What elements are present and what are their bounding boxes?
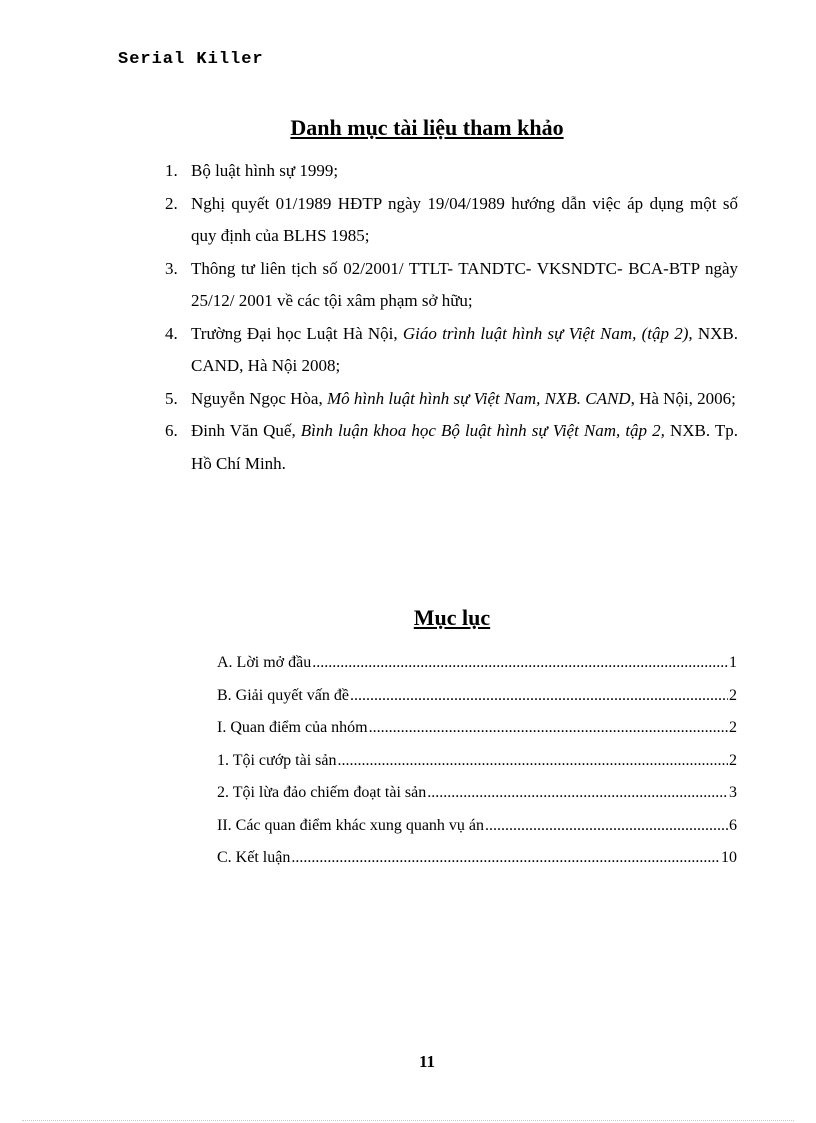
toc-entry[interactable] [217, 745, 737, 778]
reference-work-title: Bình luận khoa học Bộ luật hình sự Việt Nam, tập 2, [300, 421, 665, 440]
toc-entry[interactable] [217, 810, 737, 843]
toc-entry-label: 1. Tội cướp tài sản [217, 751, 337, 769]
toc-entry[interactable] [217, 777, 737, 810]
toc-entry-page: 3 [729, 784, 737, 802]
toc-entry-page: 1 [729, 654, 737, 672]
page-number: 11 [418, 1052, 436, 1071]
running-header: Serial Killer [118, 50, 264, 69]
references-list [165, 155, 738, 480]
reference-author: Đinh Văn Quế, [191, 421, 301, 440]
reference-work-title: Mô hình luật hình sự Việt Nam, NXB. CAND [326, 388, 631, 408]
toc-entry-label: C. Kết luận [217, 849, 291, 867]
toc-entry-page: 2 [729, 751, 737, 769]
toc-leader-dots [312, 654, 728, 672]
toc-entry[interactable] [217, 680, 737, 713]
reference-number: 2. [165, 193, 178, 213]
references-title: Danh mục tài liệu tham khảo [290, 115, 564, 140]
reference-text: Thông tư liên tịch số 02/2001/ TTLT- TANDTC- VKSNDTC- BCA-BTP ngày 25/12/ 2001 về các tội xâm phạm sở hữu; [191, 258, 738, 310]
reference-item [165, 318, 738, 383]
toc-leader-dots [350, 687, 728, 705]
reference-item [165, 253, 738, 318]
reference-author: Trường Đại học Luật Hà Nội, [191, 323, 403, 343]
reference-item [165, 383, 738, 416]
toc-entry-label: B. Giải quyết vấn đề [217, 686, 349, 704]
toc-entry-page: 6 [729, 816, 737, 834]
reference-item [165, 188, 738, 253]
toc-entry-page: 2 [729, 686, 737, 704]
toc-entry-page: 10 [721, 849, 737, 867]
toc-entry-label: I. Quan điểm của nhóm [217, 719, 368, 737]
toc-leader-dots [485, 817, 728, 835]
table-of-contents [217, 647, 737, 875]
toc-title: Mục lục [413, 605, 491, 630]
reference-number: 3. [165, 258, 178, 278]
toc-entry-label: 2. Tội lừa đảo chiếm đoạt tài sản [217, 784, 427, 802]
reference-number: 6. [165, 421, 178, 440]
toc-leader-dots [291, 849, 720, 867]
toc-entry-page: 2 [729, 719, 737, 737]
toc-entry-label: II. Các quan điểm khác xung quanh vụ án [217, 816, 485, 834]
toc-entry[interactable] [217, 647, 737, 680]
reference-work-title: Giáo trình luật hình sự Việt Nam, (tập 2), [402, 323, 693, 343]
toc-entry[interactable] [217, 712, 737, 745]
reference-publisher: NXB. Tp. Hồ Chí Minh. [191, 421, 738, 473]
page-bottom-divider [22, 1120, 794, 1121]
toc-entry[interactable] [217, 842, 737, 875]
reference-number: 4. [165, 323, 178, 343]
toc-leader-dots [427, 784, 728, 802]
reference-publisher: NXB. CAND, Hà Nội 2008; [191, 323, 738, 375]
reference-item [165, 155, 738, 188]
reference-author: Nguyễn Ngọc Hòa, [191, 388, 327, 408]
reference-number: 1. [165, 161, 178, 180]
reference-item [165, 415, 738, 480]
reference-text: Nghị quyết 01/1989 HĐTP ngày 19/04/1989 hướng dẫn việc áp dụng một số quy định của BLHS 1985; [191, 193, 738, 245]
reference-text: Bộ luật hình sự 1999; [191, 161, 339, 180]
toc-leader-dots [337, 752, 728, 770]
reference-number: 5. [165, 388, 178, 408]
reference-publisher: , Hà Nội, 2006; [630, 388, 736, 408]
toc-leader-dots [369, 719, 728, 737]
toc-entry-label: A. Lời mở đầu [217, 654, 312, 672]
